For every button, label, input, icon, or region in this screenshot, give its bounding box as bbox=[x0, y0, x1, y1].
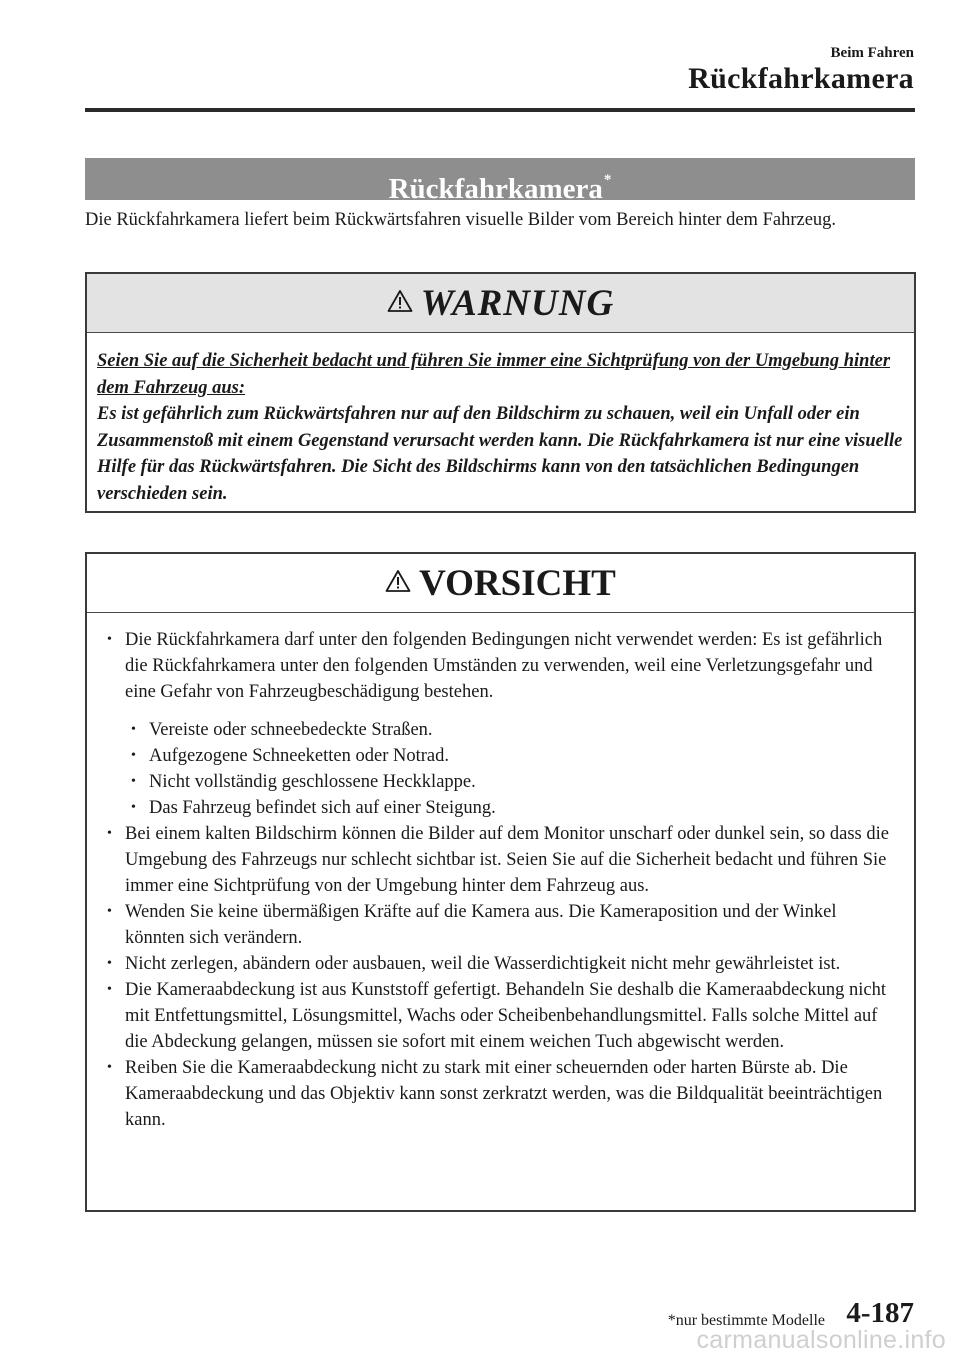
caution-header bbox=[87, 554, 914, 613]
caution-sub-list bbox=[101, 717, 900, 821]
section-title-bar bbox=[85, 158, 915, 205]
caution-sub-item: • Aufgezogene Schneeketten oder Notrad. bbox=[125, 743, 900, 769]
caution-title: VORSICHT bbox=[419, 562, 616, 604]
warning-body bbox=[87, 333, 914, 507]
warning-title: WARNUNG bbox=[420, 282, 615, 324]
header-rule bbox=[85, 108, 915, 112]
watermark: carmanualsonline.info bbox=[696, 1326, 946, 1354]
optional-feature-marker: * bbox=[603, 172, 612, 188]
caution-item: • Die Kameraabdeckung ist aus Kunststoff gefertigt. Behandeln Sie deshalb die Kameraabdeckung nicht mit Entfettungsmittel, Lösungsmittel, Wachs oder Scheibenbehandlungsmittel. Falls solche Mittel auf die Abdeckung gelangen, müssen sie sofort mit einem weichen Tuch abgewischt werden. bbox=[101, 977, 900, 1055]
caution-sub-item: • Nicht vollständig geschlossene Heckklappe. bbox=[125, 769, 900, 795]
caution-box bbox=[85, 552, 916, 1212]
header-title: Rückfahrkamera bbox=[688, 62, 914, 95]
caution-item: • Die Rückfahrkamera darf unter den folgenden Bedingungen nicht verwendet werden: Es ist gefährlich die Rückfahrkamera unter den folgenden Umständen zu verwenden, weil eine Verletzungsgefahr und eine Gefahr von Fahrzeugbeschädigung bestehen. bbox=[101, 627, 900, 705]
page-number: 4-187 bbox=[846, 1297, 914, 1329]
warning-triangle-icon bbox=[387, 289, 413, 318]
warning-underlined-instruction: Seien Sie auf die Sicherheit bedacht und führen Sie immer eine Sichtprüfung von der Umgebung hinter dem Fahrzeug aus: bbox=[97, 351, 891, 398]
warning-box bbox=[85, 272, 916, 513]
footer-note: *nur bestimmte Modelle bbox=[667, 1312, 825, 1329]
header-section-label: Beim Fahren bbox=[830, 45, 914, 61]
caution-item: • Nicht zerlegen, abändern oder ausbauen, weil die Wasserdichtigkeit nicht mehr gewährleistet ist. bbox=[101, 951, 900, 977]
caution-item: • Wenden Sie keine übermäßigen Kräfte auf die Kamera aus. Die Kameraposition und der Winkel könnten sich verändern. bbox=[101, 899, 900, 951]
warning-header bbox=[87, 274, 914, 333]
warning-triangle-icon bbox=[385, 569, 411, 598]
caution-sub-item: • Das Fahrzeug befindet sich auf einer Steigung. bbox=[125, 795, 900, 821]
section-title: Rückfahrkamera bbox=[388, 173, 603, 205]
caution-sub-item: • Vereiste oder schneebedeckte Straßen. bbox=[125, 717, 900, 743]
caution-item: • Reiben Sie die Kameraabdeckung nicht zu stark mit einer scheuernden oder harten Bürste ab. Die Kameraabdeckung und das Objektiv kann sonst zerkratzt werden, was die Bildqualität beeinträchtigen kann. bbox=[101, 1055, 900, 1133]
warning-text: Es ist gefährlich zum Rückwärtsfahren nur auf den Bildschirm zu schauen, weil ein Unfall oder ein Zusammenstoß mit einem Gegenstand verursacht werden kann. Die Rückfahrkamera ist nur eine visuelle Hilfe für das Rückwärtsfahren. Die Sicht des Bildschirms kann von den tatsächlichen Bedingungen verschieden sein. bbox=[97, 404, 903, 504]
intro-paragraph: Die Rückfahrkamera liefert beim Rückwärtsfahren visuelle Bilder vom Bereich hinter dem Fahrzeug. bbox=[85, 210, 837, 230]
caution-body bbox=[87, 613, 914, 1133]
caution-item: • Bei einem kalten Bildschirm können die Bilder auf dem Monitor unscharf oder dunkel sein, so dass die Umgebung des Fahrzeugs nur schlecht sichtbar ist. Seien Sie auf die Sicherheit bedacht und führen Sie immer eine Sichtprüfung von der Umgebung hinter dem Fahrzeug aus. bbox=[101, 821, 900, 899]
